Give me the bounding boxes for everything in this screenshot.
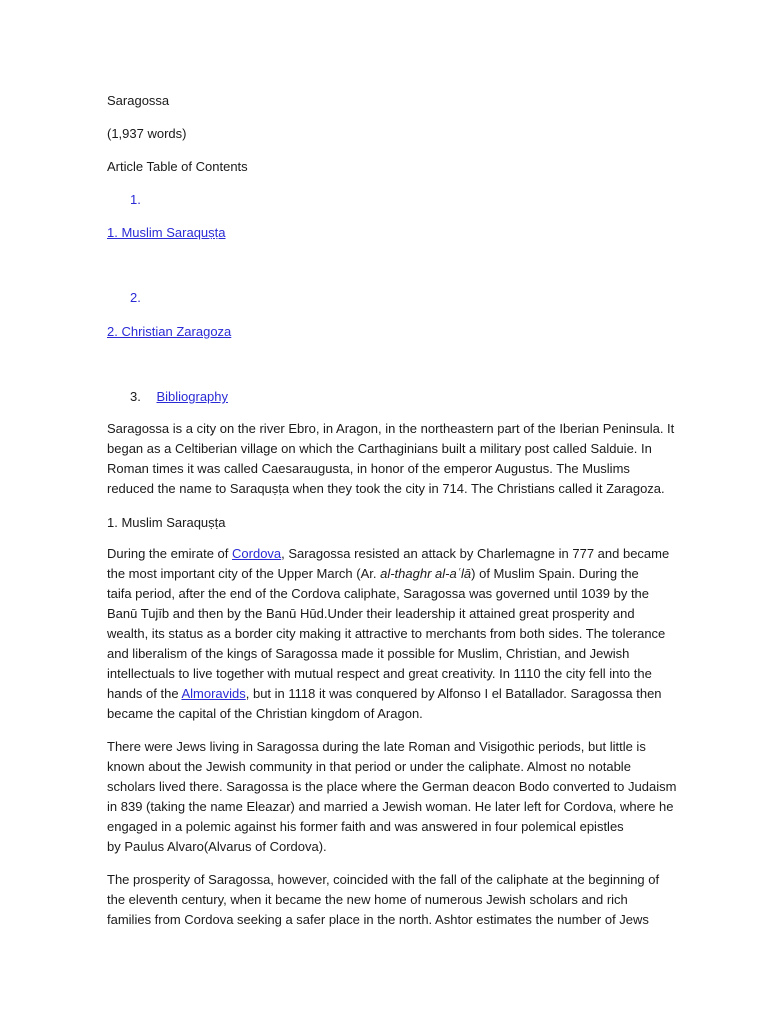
paragraph-emirate	[107, 544, 670, 724]
text-line: reduced the name to Saraquṣṭa when they took the city in 714. The Christians called it Zaragoza.	[107, 481, 665, 496]
text-line: the most important city of the Upper March (Ar. al-thaghr al-aʿlā) of Muslim Spain. During the	[107, 566, 639, 581]
paragraph-prosperity	[107, 870, 667, 930]
text-line: by Paulus Alvaro(Alvarus of Cordova).	[107, 839, 327, 854]
text-line: engaged in a polemic against his former faith and was answered in four polemical epistles	[107, 819, 624, 834]
text-line: Roman times it was called Caesaraugusta, in honor of the emperor Augustus. The Muslims	[107, 461, 630, 476]
text-line: in 839 (taking the name Eleazar) and married a Jewish woman. He later left for Cordova, where he	[107, 799, 674, 814]
arabic-term: al-thaghr al-aʿlā	[380, 566, 472, 581]
text-line: hands of the Almoravids, but in 1118 it was conquered by Alfonso I el Batallador. Saragossa then	[107, 686, 662, 701]
toc-link-muslim-saraqusta[interactable]: 1. Muslim Saraquṣṭa	[107, 225, 226, 240]
toc-link-bibliography[interactable]: Bibliography	[156, 389, 229, 404]
section-heading-muslim: 1. Muslim Saraquṣṭa	[107, 515, 226, 530]
toc-item-2-number: 2.	[130, 290, 141, 305]
text-line: scholars lived there. Saragossa is the place where the German deacon Bodo converted to Judaism	[107, 779, 677, 794]
text-line: Banū Tujīb and then by the Banū Hūd.Under their leadership it attained great prosperity and	[107, 606, 635, 621]
paragraph-jews-early	[107, 737, 677, 857]
text-line: known about the Jewish community in that period or under the caliphate. Almost no notable	[107, 759, 631, 774]
text-line: The prosperity of Saragossa, however, coincided with the fall of the caliphate at the beginning of	[107, 872, 660, 887]
almoravids-link[interactable]: Almoravids	[181, 686, 246, 701]
text-line: and liberalism of the kings of Saragossa made it possible for Muslim, Christian, and Jewish	[107, 646, 630, 661]
text-line: Saragossa is a city on the river Ebro, in Aragon, in the northeastern part of the Iberian Peninsula. It	[107, 421, 675, 436]
text-line: There were Jews living in Saragossa during the late Roman and Visigothic periods, but little is	[107, 739, 646, 754]
toc-item-1-row	[107, 225, 226, 241]
text-line: the eleventh century, when it became the new home of numerous Jewish scholars and rich	[107, 892, 628, 907]
text-line: began as a Celtiberian village on which the Carthaginians built a military post called Salduie. In	[107, 441, 652, 456]
intro-paragraph	[107, 419, 675, 499]
word-count: (1,937 words)	[107, 126, 187, 141]
text-line: taifa period, after the end of the Cordova caliphate, Saragossa was governed until 1039 by the	[107, 586, 650, 601]
text-line: intellectuals to live together with mutual respect and great creativity. In 1110 the city fell into the	[107, 666, 652, 681]
toc-item-2-row	[107, 324, 231, 340]
toc-heading: Article Table of Contents	[107, 159, 248, 174]
toc-item-1-number: 1.	[130, 192, 141, 207]
toc-link-christian-zaragoza[interactable]: 2. Christian Zaragoza	[107, 324, 232, 339]
article-title: Saragossa	[107, 93, 170, 108]
text-line: became the capital of the Christian kingdom of Aragon.	[107, 706, 423, 721]
toc-item-3-number: 3.	[130, 389, 141, 404]
text-line: families from Cordova seeking a safer place in the north. Ashtor estimates the number of Jews	[107, 912, 649, 927]
text-line: wealth, its status as a border city making it attractive to merchants from both sides. The tolerance	[107, 626, 666, 641]
cordova-link[interactable]: Cordova	[232, 546, 282, 561]
text-line: During the emirate of Cordova, Saragossa resisted an attack by Charlemagne in 777 and became	[107, 546, 670, 561]
toc-item-3-row	[130, 389, 228, 405]
